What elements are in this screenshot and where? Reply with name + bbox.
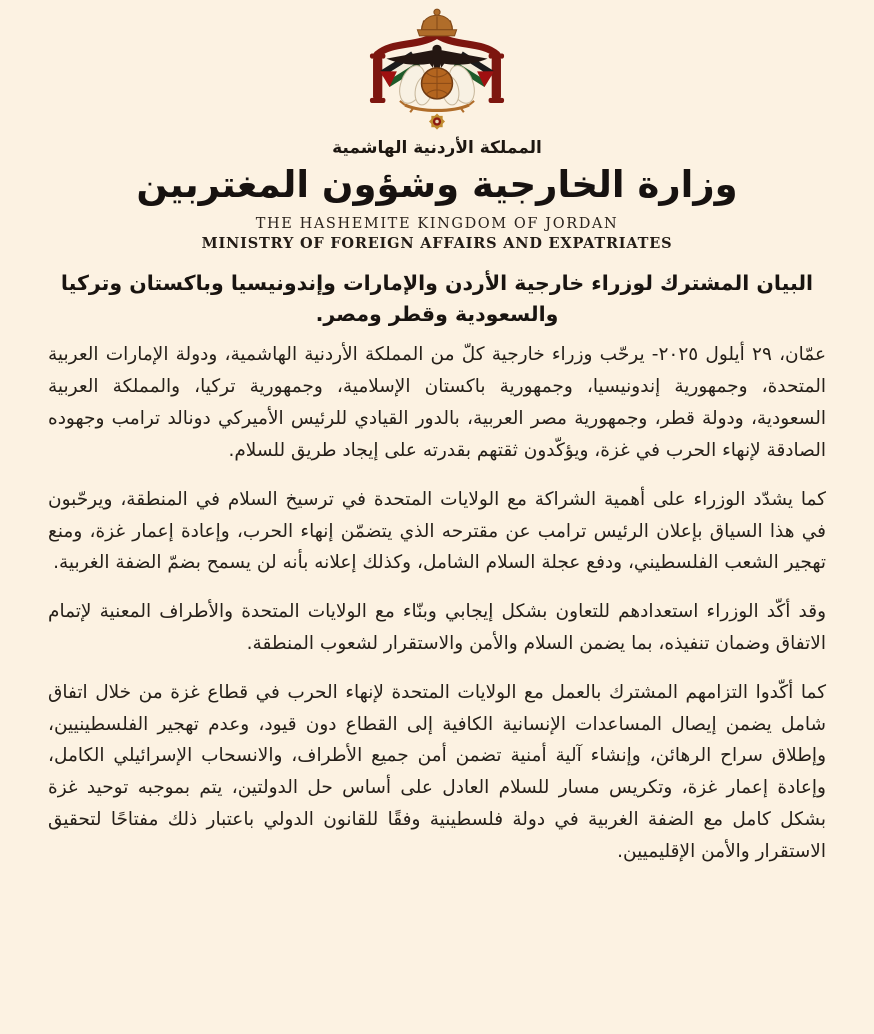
kingdom-name-calligraphy: المملكة الأردنية الهاشمية: [332, 138, 542, 158]
statement-paragraph-1: عمّان، ٢٩ أيلول ٢٠٢٥- يرحّب وزراء خارجية كلّ من المملكة الأردنية الهاشمية، ودولة الإمارات العربية المتحدة، وجمهورية إندونيسيا، وجمهورية باكستان الإسلامية، وجمهورية تركيا، والمملكة العربية السعودية، ودولة قطر، وجمهورية مصر العربية، بالدور القيادي للرئيس الأميركي دونالد ترامب وجهوده الصادقة لإنهاء الحرب في غزة، ويؤكّدون ثقتهم بقدرته على إيجاد طريق للسلام.: [48, 344, 826, 461]
kingdom-name-english: THE HASHEMITE KINGDOM OF JORDAN: [255, 215, 619, 232]
ministry-name-calligraphy: وزارة الخارجية وشؤون المغتربين: [136, 163, 738, 206]
globe-icon: [422, 68, 453, 99]
jordan-coat-of-arms-icon: [347, 6, 527, 136]
crown-icon: [417, 9, 456, 36]
statement-paragraph-3: وقد أكّد الوزراء استعدادهم للتعاون بشكل إيجابي وبنّاء مع الولايات المتحدة والأطراف المعنية لإتمام الاتفاق وضمان تنفيذه، بما يضمن السلام والأمن والاستقرار لشعوب المنطقة.: [48, 601, 826, 654]
ministry-name-english: MINISTRY OF FOREIGN AFFAIRS AND EXPATRIATES: [201, 234, 673, 252]
statement-title: البيان المشترك لوزراء خارجية الأردن والإمارات وإندونيسيا وباكستان وتركيا والسعودية وقطر ومصر.: [60, 270, 814, 326]
ministry-letterhead: [0, 0, 874, 252]
statement-body: [48, 339, 826, 867]
order-medal-icon: [429, 114, 445, 130]
statement-paragraph-2: كما يشدّد الوزراء على أهمية الشراكة مع الولايات المتحدة في ترسيخ السلام في المنطقة، ويرحّبون في هذا السياق بإعلان الرئيس ترامب عن مقترحه الذي يتضمّن إنهاء الحرب، وإعادة إعمار غزة، ومنع تهجير الشعب الفلسطيني، ودفع عجلة السلام الشامل، وكذلك إعلانه بأنه لن يسمح بضمّ الضفة الغربية.: [48, 488, 826, 574]
statement-paragraph-4: كما أكّدوا التزامهم المشترك بالعمل مع الولايات المتحدة لإنهاء الحرب في قطاع غزة من خلال اتفاق شامل يضمن إيصال المساعدات الإنسانية الكافية إلى القطاع دون قيود، وعدم تهجير الفلسطينيين، وإطلاق سراح الرهائن، وإنشاء آلية أمنية تضمن أمن جميع الأطراف، والانسحاب الإسرائيلي الكامل، وإعادة إعمار غزة، وتكريس مسار للسلام العادل على أساس حل الدولتين، يتم بموجبه توحيد غزة بشكل كامل مع الضفة الغربية في دولة فلسطينية وفقًا للقانون الدولي باعتبار ذلك مفتاحًا لتحقيق الاستقرار والأمن الإقليميين.: [48, 681, 826, 862]
